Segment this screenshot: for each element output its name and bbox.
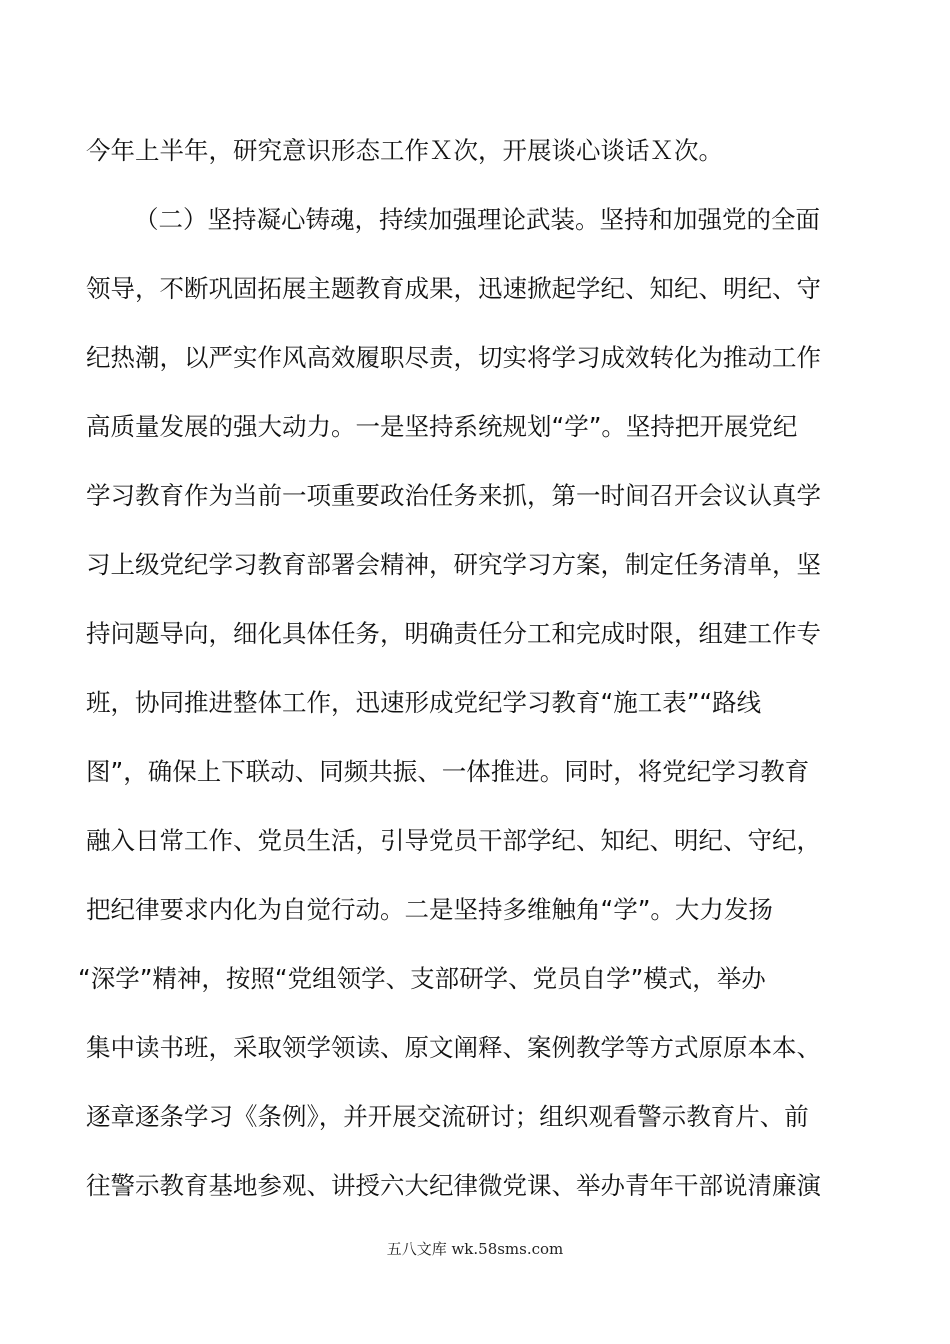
text-line: 逐章逐条学习《条例》，并开展交流研讨；组织观看警示教育片、前 <box>86 1102 809 1131</box>
text-line: “深学”精神，按照“党组领学、支部研学、党员自学”模式，举办 <box>78 964 766 993</box>
text-line: 习上级党纪学习教育部署会精神，研究学习方案，制定任务清单，坚 <box>86 550 821 579</box>
text-line: 高质量发展的强大动力。一是坚持系统规划“学”。坚持把开展党纪 <box>86 412 798 441</box>
text-line: 领导，不断巩固拓展主题教育成果，迅速掀起学纪、知纪、明纪、守 <box>86 274 821 303</box>
text-line: 今年上半年，研究意识形态工作Ｘ次，开展谈心谈话Ｘ次。 <box>86 136 723 165</box>
text-line: 融入日常工作、党员生活，引导党员干部学纪、知纪、明纪、守纪， <box>86 826 821 855</box>
text-line: 把纪律要求内化为自觉行动。二是坚持多维触角“学”。大力发扬 <box>86 895 773 924</box>
text-line: 班，协同推进整体工作，迅速形成党纪学习教育“施工表”“路线 <box>86 688 762 717</box>
text-line: 学习教育作为当前一项重要政治任务来抓，第一时间召开会议认真学 <box>86 481 821 510</box>
text-line: 集中读书班，采取领学领读、原文阐释、案例教学等方式原原本本、 <box>86 1033 821 1062</box>
text-line-section-heading: （二）坚持凝心铸魂，持续加强理论武装。坚持和加强党的全面 <box>134 205 820 234</box>
page-footer: 五八文库 wk.58sms.com <box>386 1240 564 1258</box>
text-line: 往警示教育基地参观、讲授六大纪律微党课、举办青年干部说清廉演 <box>86 1171 821 1200</box>
text-line: 纪热潮，以严实作风高效履职尽责，切实将学习成效转化为推动工作 <box>86 343 821 372</box>
body-text <box>78 116 866 1220</box>
text-line: 持问题导向，细化具体任务，明确责任分工和完成时限，组建工作专 <box>86 619 821 648</box>
text-line: 图”，确保上下联动、同频共振、一体推进。同时，将党纪学习教育 <box>86 757 810 786</box>
